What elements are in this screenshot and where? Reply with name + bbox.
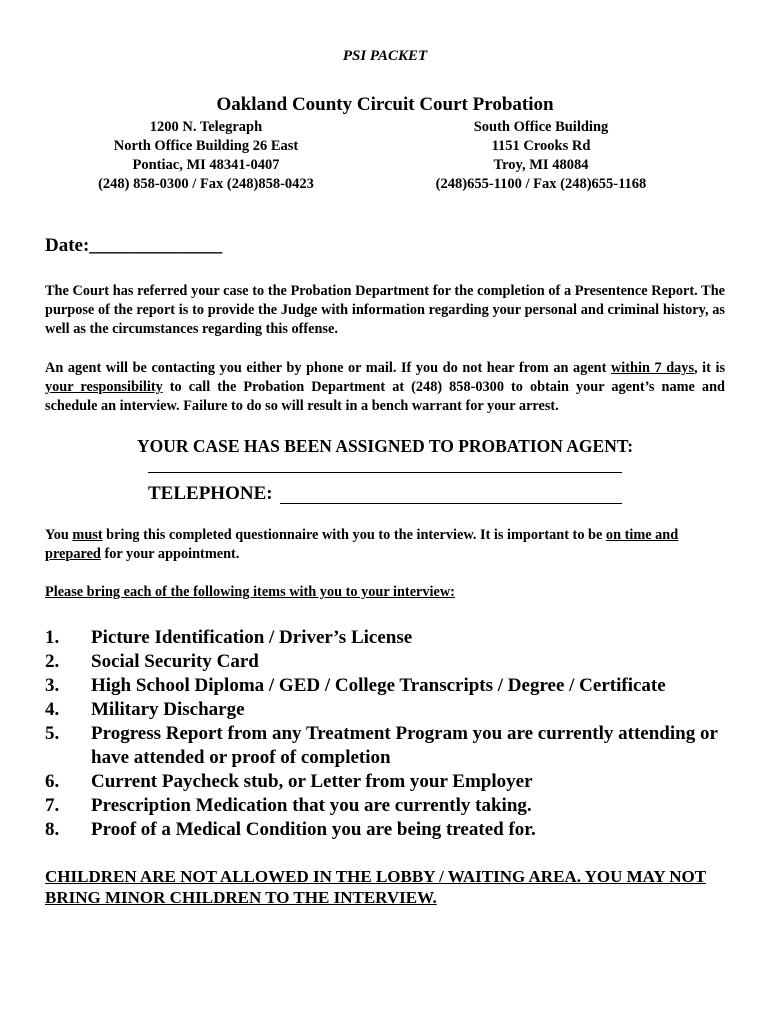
item-text: Military Discharge [91, 699, 245, 720]
agent-text: An agent will be contacting you either by phone or mail. If you do not hear from an agent [45, 360, 611, 376]
bring-items-heading: Please bring each of the following items with you to your interview: [45, 584, 455, 600]
item-number: 4. [45, 699, 60, 720]
item-number: 6. [45, 771, 60, 792]
item-number: 8. [45, 819, 60, 840]
item-text: Progress Report from any Treatment Program you are currently attending or have attended or proof of completion [91, 723, 718, 768]
must-text-underlined: must [72, 527, 103, 543]
south-office-line: 1151 Crooks Rd [491, 138, 591, 154]
agent-contact-paragraph [45, 359, 725, 416]
list-item [45, 650, 745, 674]
north-office-phone: (248) 858-0300 / Fax (248)858-0423 [98, 176, 314, 192]
item-text: Prescription Medication that you are currently taking. [91, 795, 532, 816]
south-office-line: Troy, MI 48084 [493, 157, 589, 173]
item-text: Social Security Card [91, 651, 259, 672]
must-text-underlined: on time and prepared [45, 527, 679, 562]
agent-text-underlined: your responsibility [45, 379, 163, 395]
north-office-line: 1200 N. Telegraph [149, 119, 263, 135]
must-bring-paragraph [45, 526, 725, 564]
required-items-list [45, 626, 745, 842]
north-office-line: Pontiac, MI 48341-0407 [132, 157, 280, 173]
agent-text-underlined: within 7 days [610, 360, 695, 376]
item-number: 5. [45, 723, 60, 744]
north-office-line: North Office Building 26 East [113, 138, 299, 154]
agent-text: , it is [694, 360, 726, 376]
agent-text: to call the Probation Department at (248) 858-0300 to obtain your agent’s name and schedule an interview. Failure to do so will result in a bench warrant for your arrest. [45, 379, 725, 414]
must-text: for your appointment. [100, 546, 240, 562]
must-text: You [45, 527, 73, 543]
list-item [45, 674, 745, 698]
south-office-line: South Office Building [473, 119, 609, 135]
agent-name-blank[interactable] [148, 472, 622, 473]
south-office-phone: (248)655-1100 / Fax (248)655-1168 [435, 176, 647, 192]
list-item [45, 818, 745, 842]
packet-title: PSI PACKET [342, 48, 428, 64]
list-item [45, 794, 745, 818]
children-warning: CHILDREN ARE NOT ALLOWED IN THE LOBBY / WAITING AREA. YOU MAY NOT BRING MINOR CHILDREN TO THE INTERVIEW. [45, 867, 707, 907]
item-text: Picture Identification / Driver’s License [91, 627, 413, 648]
intro-paragraph: The Court has referred your case to the Probation Department for the completion of a Presentence Report. The purpose of the report is to provide the Judge with information regarding your personal and criminal history, as well as the circumstances regarding this offense. [45, 283, 725, 337]
list-item [45, 770, 745, 794]
item-number: 2. [45, 651, 60, 672]
court-name: Oakland County Circuit Court Probation [216, 94, 554, 115]
telephone-blank[interactable] [280, 503, 622, 504]
list-item [45, 722, 745, 770]
must-text: bring this completed questionnaire with you to the interview. It is important to be [102, 527, 606, 543]
date-field[interactable]: Date:______________ [45, 235, 223, 256]
list-item [45, 626, 745, 650]
item-text: Proof of a Medical Condition you are being treated for. [91, 819, 536, 840]
item-number: 7. [45, 795, 60, 816]
item-number: 3. [45, 675, 60, 696]
telephone-label: TELEPHONE: [148, 483, 273, 504]
assigned-agent-heading: YOUR CASE HAS BEEN ASSIGNED TO PROBATION AGENT: [136, 436, 634, 456]
item-text: High School Diploma / GED / College Transcripts / Degree / Certificate [91, 675, 666, 696]
list-item [45, 698, 745, 722]
item-number: 1. [45, 627, 60, 648]
item-text: Current Paycheck stub, or Letter from your Employer [91, 771, 533, 792]
